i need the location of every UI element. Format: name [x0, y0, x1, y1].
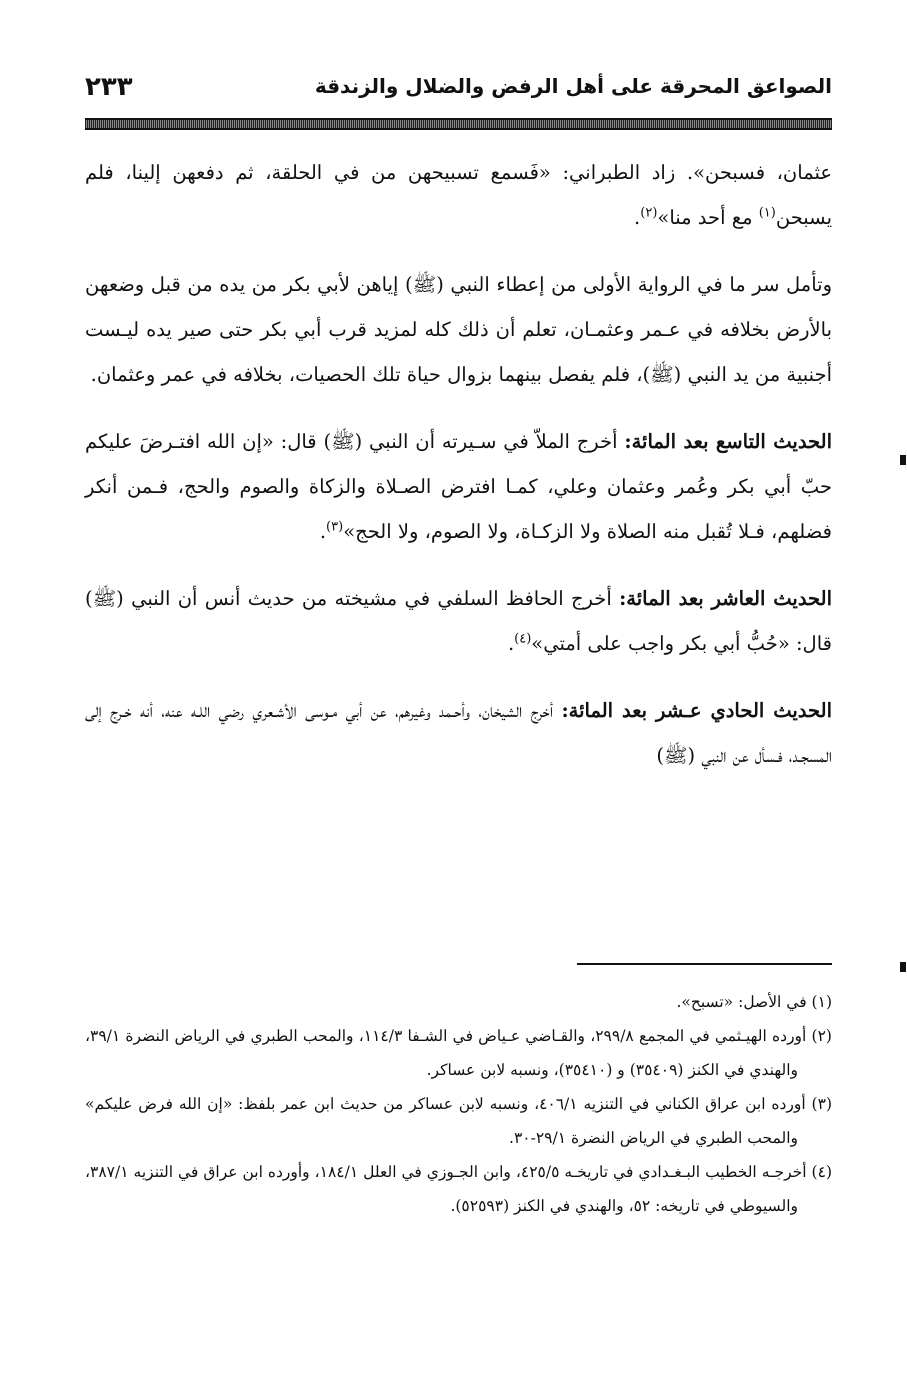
running-header — [85, 72, 832, 112]
running-title: الصواعق المحرقة على أهل الرفض والضلال والزندقة — [314, 74, 832, 98]
footnote-4: (٤) أخرجـه الخطيب البـغـدادي في تاريخـه ٤٢٥/٥، وابن الجـوزي في العلل ١٨٤/١، وأورده ابن عراق في التنزيه ٣٨٧/١، والسيوطي في تاريخه: ٥٢، والهندي في الكنز (٥٢٥٩٣). — [85, 1163, 832, 1215]
margin-mark-lower — [900, 962, 906, 972]
footnote-ref-4: (٤) — [514, 631, 532, 647]
footnote-ref-1: (١) — [758, 205, 776, 221]
paragraph-1-text: عثمان، فسبحن». زاد الطبراني: «فَسمع تسبيحهن من في الحلقة، ثم دفعهن إلينا، فلم يسبحن — [85, 161, 832, 229]
paragraph-2: وتأمل سر ما في الرواية الأولى من إعطاء النبي (ﷺ) إياهن لأبي بكر من يده من قبل وضعهن بالأرض بخلافه في عـمر وعثمـان، تعلم أن ذلك كله لمزيد قرب أبي بكر حتى صير يده ليـست أجنبية من يد النبي (ﷺ)، فلم يفصل بينهما بزوال حياة تلك الحصيات، بخلافه في عمر وعثمان. — [85, 273, 832, 386]
hadith-110-label: الحديث العاشر بعد المائة: — [619, 587, 832, 610]
footnote-1: (١) في الأصل: «تسبح». — [676, 993, 832, 1011]
header-rule — [85, 118, 832, 130]
paragraph-1 — [85, 150, 832, 240]
footnotes — [85, 985, 832, 1223]
footnote-2: (٢) أورده الهيـثمي في المجمع ٢٩٩/٨، والقـاضي عـياض في الشـفا ١١٤/٣، والمحب الطبري في الرياض النضرة ٣٩/١، والهندي في الكنز (٣٥٤٠٩) و (٣٥٤١٠)، ونسبه لابن عساكر. — [85, 1027, 832, 1079]
paragraph-1-tail: مع أحد منا» — [657, 206, 759, 229]
footnote-ref-3: (٣) — [326, 519, 344, 535]
main-text — [85, 150, 832, 778]
footnote-3: (٣) أورده ابن عراق الكناني في التنزيه ٤٠٦/١، ونسبه لابن عساكر من حديث ابن عمر بلفظ: «إن الله فرض عليكم» والمحب الطبري في الرياض النضرة ٢٩/١-٣٠. — [85, 1095, 832, 1147]
hadith-111-label: الحديث الحادي عـشر بعد المائة: — [561, 699, 832, 722]
footnote-ref-2: (٢) — [640, 205, 658, 221]
hadith-110 — [85, 576, 832, 666]
hadith-109-end: . — [319, 520, 327, 543]
footnote-separator — [577, 963, 832, 965]
hadith-109-label: الحديث التاسع بعد المائة: — [624, 430, 833, 453]
hadith-109-text: أخرج الملاّ في سـيرته أن النبي (ﷺ) قال: «إن الله افتـرضَ عليكم حبّ أبي بكر وعُمر وعثمان وعلي، كمـا افترض الصـلاة والزكاة والصوم والحج، فـمن أنكر فضلهم، فـلا تُقبل منه الصلاة ولا الزكـاة، ولا الصوم، ولا الحج» — [85, 430, 832, 543]
hadith-109 — [85, 419, 832, 554]
hadith-111 — [85, 688, 832, 778]
page-number: ٢٣٣ — [85, 72, 133, 102]
hadith-110-end: . — [507, 632, 515, 655]
hadith-111-text: أخرج الشيخان، وأحـمد وغيرهم، عن أبي مـوسى الأشـعري رضي اللـه عنه، أنه خـرج إلى المسجـد، فـسأل عن النبي (ﷺ) — [85, 699, 832, 767]
hadith-110-text: أخرج الحافظ السلفي في مشيخته من حديث أنس أن النبي (ﷺ) قال: «حُبُّ أبي بكر واجب على أمتي» — [85, 587, 832, 655]
margin-mark-upper — [900, 455, 906, 465]
paragraph-1-end: . — [634, 206, 641, 229]
